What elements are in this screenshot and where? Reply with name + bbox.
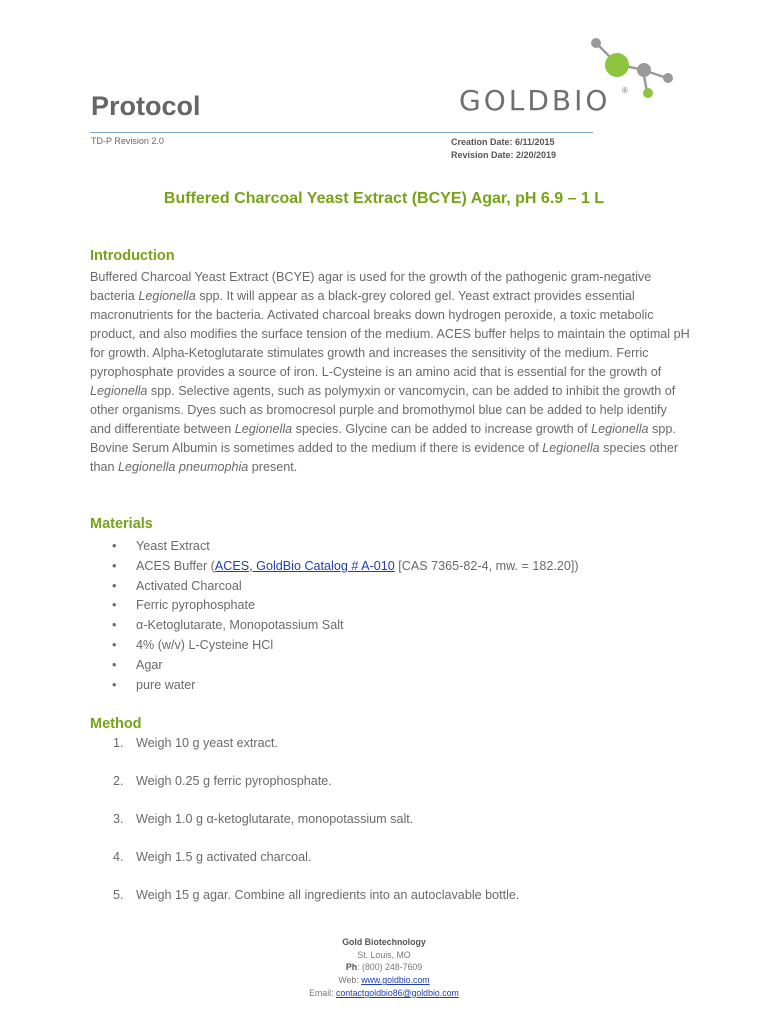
website-link[interactable]: www.goldbio.com: [361, 975, 430, 986]
email-link[interactable]: contactgoldbio86@goldbio.com: [336, 987, 459, 998]
revision-label: TD-P Revision 2.0: [91, 136, 164, 146]
list-item: • α-Ketoglutarate, Monopotassium Salt: [90, 616, 579, 636]
footer-email: Email: contactgoldbio86@goldbio.com: [309, 987, 459, 998]
method-step: 1. Weigh 10 g yeast extract.: [113, 736, 278, 750]
aces-catalog-link[interactable]: ACES, GoldBio Catalog # A-010: [214, 558, 395, 573]
page-title: Protocol: [91, 91, 201, 121]
list-item: • 4% (w/v) L-Cysteine HCl: [90, 636, 579, 656]
goldbio-logo-text: GOLDBIO: [459, 84, 611, 117]
creation-date: Creation Date: 6/11/2015: [451, 137, 555, 147]
footer-contact: [0, 936, 768, 1000]
list-item: • Ferric pyrophosphate: [90, 596, 579, 616]
list-item: • pure water: [90, 676, 579, 696]
introduction-heading: Introduction: [90, 248, 175, 264]
revision-date: Revision Date: 2/20/2019: [451, 150, 557, 160]
dates-block: [451, 136, 556, 162]
document-title: Buffered Charcoal Yeast Extract (BCYE) Agar, pH 6.9 – 1 L: [163, 190, 605, 207]
method-step: 4. Weigh 1.5 g activated charcoal.: [113, 849, 312, 864]
list-item: • Activated Charcoal: [90, 577, 579, 597]
list-item: • Yeast Extract: [90, 537, 579, 557]
footer-web: Web: www.goldbio.com: [338, 975, 430, 986]
method-step: 3. Weigh 1.0 g α-ketoglutarate, monopotassium salt.: [113, 811, 414, 826]
introduction-paragraph: Buffered Charcoal Yeast Extract (BCYE) agar is used for the growth of the pathogenic gram-negative bacteria Legionella spp. It will appear as a black-grey colored gel. Yeast extract provides essential macronutrients for the bacteria. Activated charcoal breaks down hydrogen peroxide, a toxic metabolic product, and also modifies the surface tension of the medium. ACES buffer helps to maintain the optimal pH for growth. Alpha-Ketoglutarate stimulates growth and increases the sensitivity of the medium. Ferric pyrophosphate provides a source of iron. L-Cysteine is an amino acid that is essential for the growth of Legionella spp. Selective agents, such as polymyxin or vancomycin, can be added to inhibit the growth of other organisms. Dyes such as bromocresol purple and bromothymol blue can be added to help identify and differentiate between Legionella species. Glycine can be added to increase growth of Legionella spp. Bovine Serum Albumin is sometimes added to the medium if there is evidence of Legionella species other than Legionella pneumophia present.: [90, 270, 690, 474]
method-step: 5. Weigh 15 g agar. Combine all ingredients into an autoclavable bottle.: [113, 887, 520, 902]
materials-heading: Materials: [90, 516, 153, 532]
footer-company: Gold Biotechnology: [342, 937, 426, 947]
registered-mark: ®: [622, 86, 628, 95]
method-steps: [90, 736, 519, 925]
method-heading: Method: [90, 716, 142, 732]
list-item: • Agar: [90, 656, 579, 676]
list-item: • ACES Buffer (ACES, GoldBio Catalog # A-010 [CAS 7365-82-4, mw. = 182.20]): [90, 557, 579, 577]
footer-city: St. Louis, MO: [357, 949, 411, 960]
materials-list: [90, 537, 579, 695]
method-step: 2. Weigh 0.25 g ferric pyrophosphate.: [113, 773, 332, 788]
footer-phone: Ph: (800) 248-7609: [345, 962, 423, 973]
header-rule: [90, 132, 593, 133]
